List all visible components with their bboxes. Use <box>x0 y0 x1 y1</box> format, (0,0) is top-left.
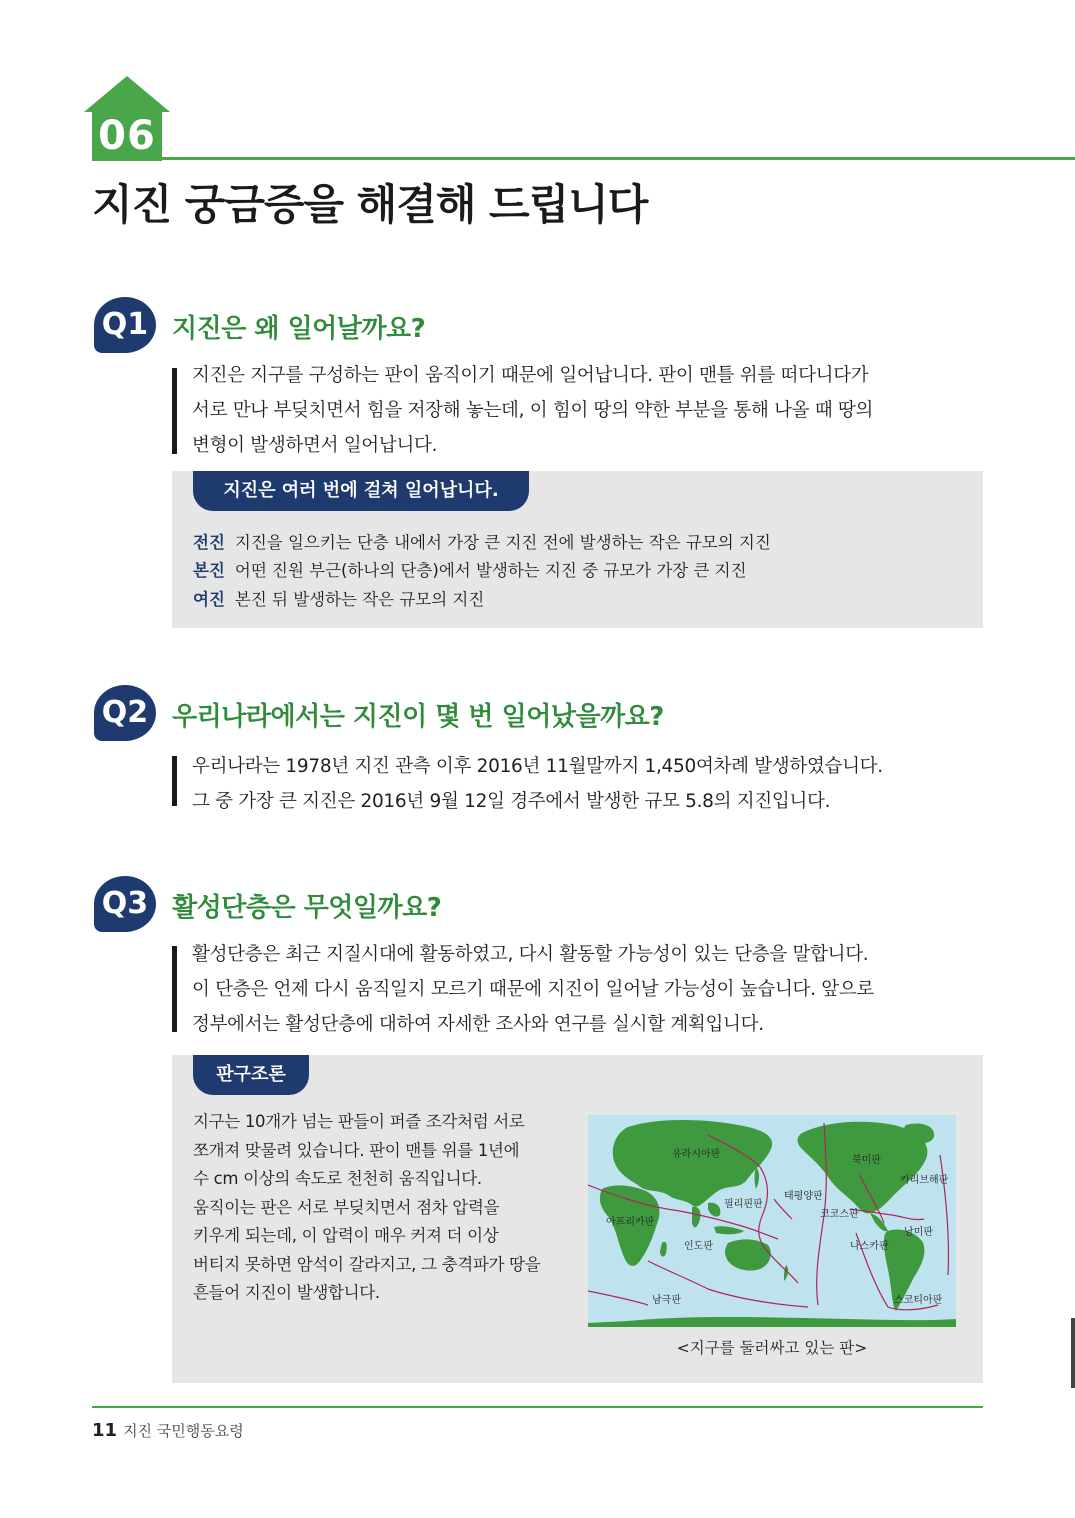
label-philippine: 필리핀판 <box>724 1199 763 1210</box>
box2-line: 흔들어 지진이 발생합니다. <box>193 1283 380 1302</box>
term-label: 본진 <box>193 561 225 580</box>
term-row-foreshock <box>193 529 771 553</box>
label-pacific: 태평양판 <box>784 1191 823 1202</box>
house-icon <box>84 76 170 112</box>
term-label: 여진 <box>193 590 225 609</box>
label-nazca: 나스카판 <box>850 1241 889 1252</box>
box2-line: 움직이는 판은 서로 부딪치면서 점차 압력을 <box>193 1197 500 1217</box>
box2-line: 키우게 되는데, 이 압력이 매우 커져 더 이상 <box>193 1226 499 1245</box>
label-scotia: 스코티아판 <box>894 1295 943 1306</box>
footer <box>92 1420 244 1441</box>
term-row-mainshock <box>193 557 747 581</box>
q1-badge: Q1 <box>94 297 156 353</box>
q3-line-2: 이 단층은 언제 다시 움직일지 모르기 때문에 지진이 일어날 가능성이 높습니다. 앞으로 <box>192 979 874 1000</box>
doc-title: 지진 국민행동요령 <box>123 1422 244 1440</box>
q3-badge: Q3 <box>94 876 156 932</box>
box2-line: 지구는 10개가 넘는 판들이 퍼즐 조각처럼 서로 <box>193 1112 525 1131</box>
q2-line-1: 우리나라는 1978년 지진 관측 이후 2016년 11월말까지 1,450여차례 발생하였습니다. <box>192 756 883 777</box>
q1-title: 지진은 왜 일어날까요? <box>172 314 426 344</box>
q3-title: 활성단층은 무엇일까요? <box>172 893 442 923</box>
q2-badge: Q2 <box>94 685 156 741</box>
plate-tectonics-text <box>193 1108 573 1308</box>
chapter-number: 06 <box>92 111 162 161</box>
label-africa: 아프리카판 <box>606 1217 655 1228</box>
q3-answer <box>192 937 972 1042</box>
tectonic-plates-map <box>588 1115 956 1327</box>
q3-line-1: 활성단층은 최근 지질시대에 활동하였고, 다시 활동할 가능성이 있는 단층을 말합니다. <box>192 944 869 965</box>
box2-line: 버티지 못하면 암석이 갈라지고, 그 충격파가 땅을 <box>193 1254 541 1274</box>
box2-line: 쪼개져 맞물려 있습니다. 판이 맨틀 위를 1년에 <box>193 1140 520 1160</box>
term-desc: 지진을 일으키는 단층 내에서 가장 큰 지진 전에 발생하는 작은 규모의 지진 <box>234 533 771 552</box>
label-antarctic: 남극판 <box>652 1295 681 1306</box>
box2-tab: 판구조론 <box>193 1055 309 1095</box>
page-title: 지진 궁금증을 해결해 드립니다 <box>92 180 648 229</box>
q1-quote-bar <box>172 368 177 454</box>
term-label: 전진 <box>193 533 225 552</box>
footer-divider <box>92 1406 983 1408</box>
label-south-america: 남미판 <box>904 1227 933 1238</box>
side-tab-marker <box>1071 1318 1075 1388</box>
label-eurasia: 유라시아판 <box>672 1149 721 1160</box>
term-desc: 어떤 진원 부근(하나의 단층)에서 발생하는 지진 중 규모가 가장 큰 지진 <box>234 561 747 580</box>
label-caribbean: 카리브해판 <box>900 1175 949 1186</box>
label-north-america: 북미판 <box>852 1155 881 1166</box>
q2-line-2: 그 중 가장 큰 지진은 2016년 9월 12일 경주에서 발생한 규모 5.8의 지진입니다. <box>192 791 831 812</box>
page-number: 11 <box>92 1420 118 1441</box>
q3-quote-bar <box>172 946 177 1032</box>
q1-line-3: 변형이 발생하면서 일어납니다. <box>192 435 438 456</box>
header-divider <box>162 157 1075 160</box>
label-india: 인도판 <box>684 1241 713 1252</box>
q1-line-2: 서로 만나 부딪치면서 힘을 저장해 놓는데, 이 힘이 땅의 약한 부분을 통해 나올 때 땅의 <box>192 400 874 421</box>
term-desc: 본진 뒤 발생하는 작은 규모의 지진 <box>234 590 485 609</box>
box2-line: 수 cm 이상의 속도로 천천히 움직입니다. <box>193 1169 482 1188</box>
term-row-aftershock <box>193 586 484 610</box>
map-caption: <지구를 둘러싸고 있는 판> <box>676 1339 868 1357</box>
q2-title: 우리나라에서는 지진이 몇 번 일어났을까요? <box>172 702 664 732</box>
q3-line-3: 정부에서는 활성단층에 대하여 자세한 조사와 연구를 실시할 계획입니다. <box>192 1014 764 1035</box>
box1-tab: 지진은 여러 번에 걸쳐 일어납니다. <box>193 471 529 511</box>
q2-quote-bar <box>172 756 177 806</box>
label-cocos: 코코스판 <box>820 1209 859 1220</box>
q2-answer <box>192 749 972 819</box>
q1-line-1: 지진은 지구를 구성하는 판이 움직이기 때문에 일어납니다. 판이 맨틀 위를 떠다니다가 <box>192 365 869 386</box>
q1-answer <box>192 358 972 463</box>
